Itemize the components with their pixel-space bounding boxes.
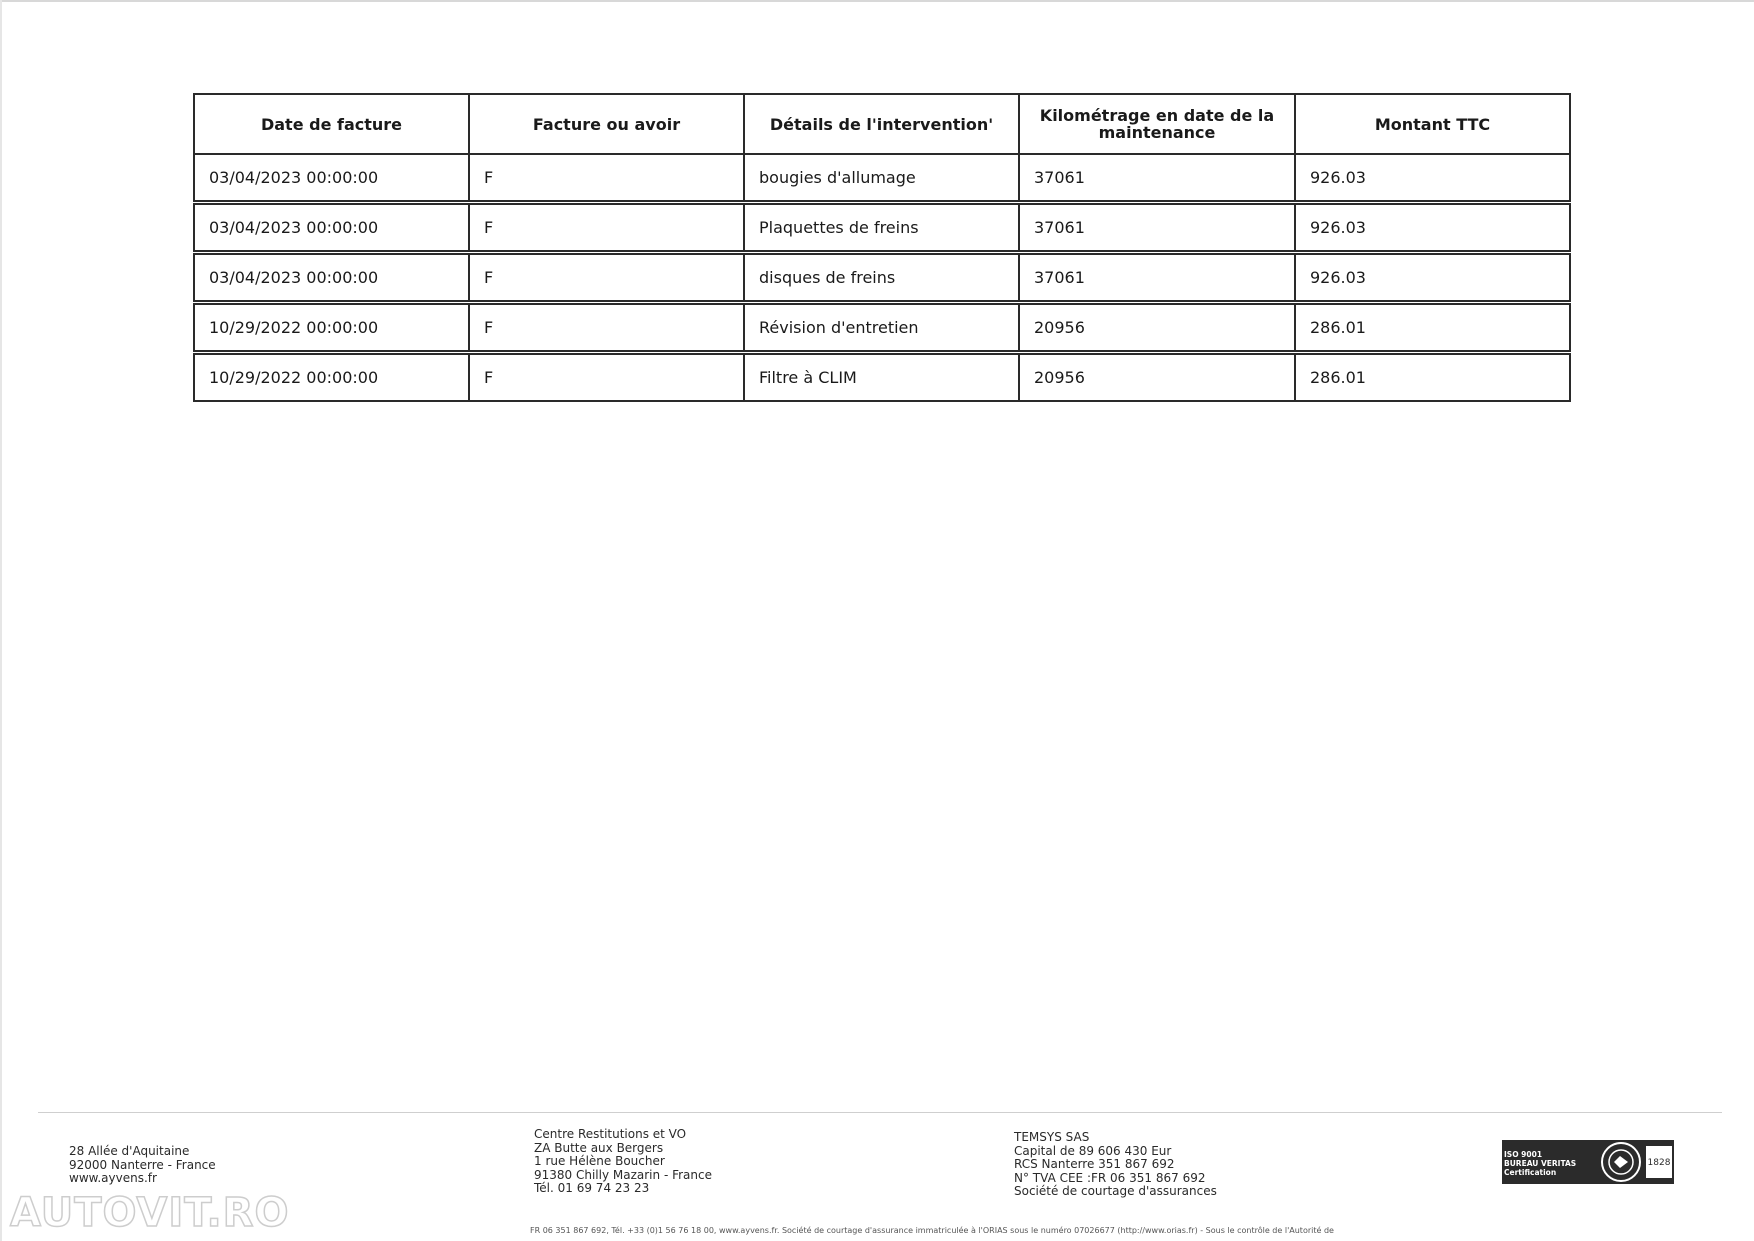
col-header-details: Détails de l'intervention' xyxy=(744,94,1019,154)
cell-date: 03/04/2023 00:00:00 xyxy=(194,253,469,303)
cell-amount: 286.01 xyxy=(1295,303,1570,353)
table-row xyxy=(194,353,1570,402)
footer-divider xyxy=(38,1112,1722,1113)
cell-mileage: 37061 xyxy=(1019,154,1295,203)
cell-date: 03/04/2023 00:00:00 xyxy=(194,154,469,203)
cell-mileage: 20956 xyxy=(1019,303,1295,353)
cell-type: F xyxy=(469,154,744,203)
cell-date: 10/29/2022 00:00:00 xyxy=(194,303,469,353)
watermark-logo: AUTOVIT.RO xyxy=(10,1190,290,1236)
cell-details: Filtre à CLIM xyxy=(744,353,1019,402)
footer-line: Centre Restitutions et VO xyxy=(534,1127,687,1141)
cell-details: Plaquettes de freins xyxy=(744,203,1019,253)
footer-line: 92000 Nanterre - France xyxy=(69,1157,216,1172)
footer-address-hq xyxy=(69,1145,216,1186)
cell-mileage: 37061 xyxy=(1019,203,1295,253)
footer-line: TEMSYS SAS xyxy=(1014,1130,1090,1144)
footer-line: Société de courtage d'assurances xyxy=(1014,1184,1217,1198)
table-header-row xyxy=(194,94,1570,154)
page-edge-left xyxy=(0,0,2,1241)
table-row xyxy=(194,203,1570,253)
legal-mention: FR 06 351 867 692, Tél. +33 (0)1 56 76 18 00, www.ayvens.fr. Société de courtage d'assurance immatriculée à l'ORIAS sous le numéro 07026677 (http://www.orias.fr) - Sous le contrôle de l'Autorité de xyxy=(530,1226,1334,1235)
table-row xyxy=(194,303,1570,353)
footer-line: RCS Nanterre 351 867 692 xyxy=(1014,1157,1175,1171)
cell-details: disques de freins xyxy=(744,253,1019,303)
footer-line: ZA Butte aux Bergers xyxy=(534,1140,664,1155)
cell-date: 03/04/2023 00:00:00 xyxy=(194,203,469,253)
table-row xyxy=(194,154,1570,203)
col-header-amount: Montant TTC xyxy=(1295,94,1570,154)
footer-line: N° TVA CEE :FR 06 351 867 692 xyxy=(1014,1170,1206,1185)
footer-phone: Tél. 01 69 74 23 23 xyxy=(534,1181,650,1195)
footer-address-center xyxy=(534,1128,712,1196)
footer-website-link[interactable]: www.ayvens.fr xyxy=(69,1171,157,1185)
page-edge xyxy=(0,0,1754,2)
col-header-mileage: Kilométrage en date de la maintenance xyxy=(1019,94,1295,154)
maintenance-table xyxy=(193,93,1571,402)
cell-type: F xyxy=(469,253,744,303)
cell-amount: 926.03 xyxy=(1295,154,1570,203)
cell-mileage: 20956 xyxy=(1019,353,1295,402)
table-row xyxy=(194,253,1570,303)
cell-details: Révision d'entretien xyxy=(744,303,1019,353)
cell-date: 10/29/2022 00:00:00 xyxy=(194,353,469,402)
col-header-date: Date de facture xyxy=(194,94,469,154)
footer-company-info xyxy=(1014,1131,1217,1199)
footer-line: Capital de 89 606 430 Eur xyxy=(1014,1143,1172,1158)
cell-mileage: 37061 xyxy=(1019,253,1295,303)
cell-amount: 286.01 xyxy=(1295,353,1570,402)
svg-text:1828: 1828 xyxy=(1647,1158,1671,1168)
cell-amount: 926.03 xyxy=(1295,253,1570,303)
footer-line: 91380 Chilly Mazarin - France xyxy=(534,1167,712,1182)
col-header-type: Facture ou avoir xyxy=(469,94,744,154)
cell-type: F xyxy=(469,203,744,253)
cell-type: F xyxy=(469,353,744,402)
footer-line: 28 Allée d'Aquitaine xyxy=(69,1144,190,1158)
footer-line: 1 rue Hélène Boucher xyxy=(534,1154,665,1168)
cell-details: bougies d'allumage xyxy=(744,154,1019,203)
cell-amount: 926.03 xyxy=(1295,203,1570,253)
cell-type: F xyxy=(469,303,744,353)
cert-label: ISO 9001 BUREAU VERITAS Certification xyxy=(1504,1150,1577,1177)
